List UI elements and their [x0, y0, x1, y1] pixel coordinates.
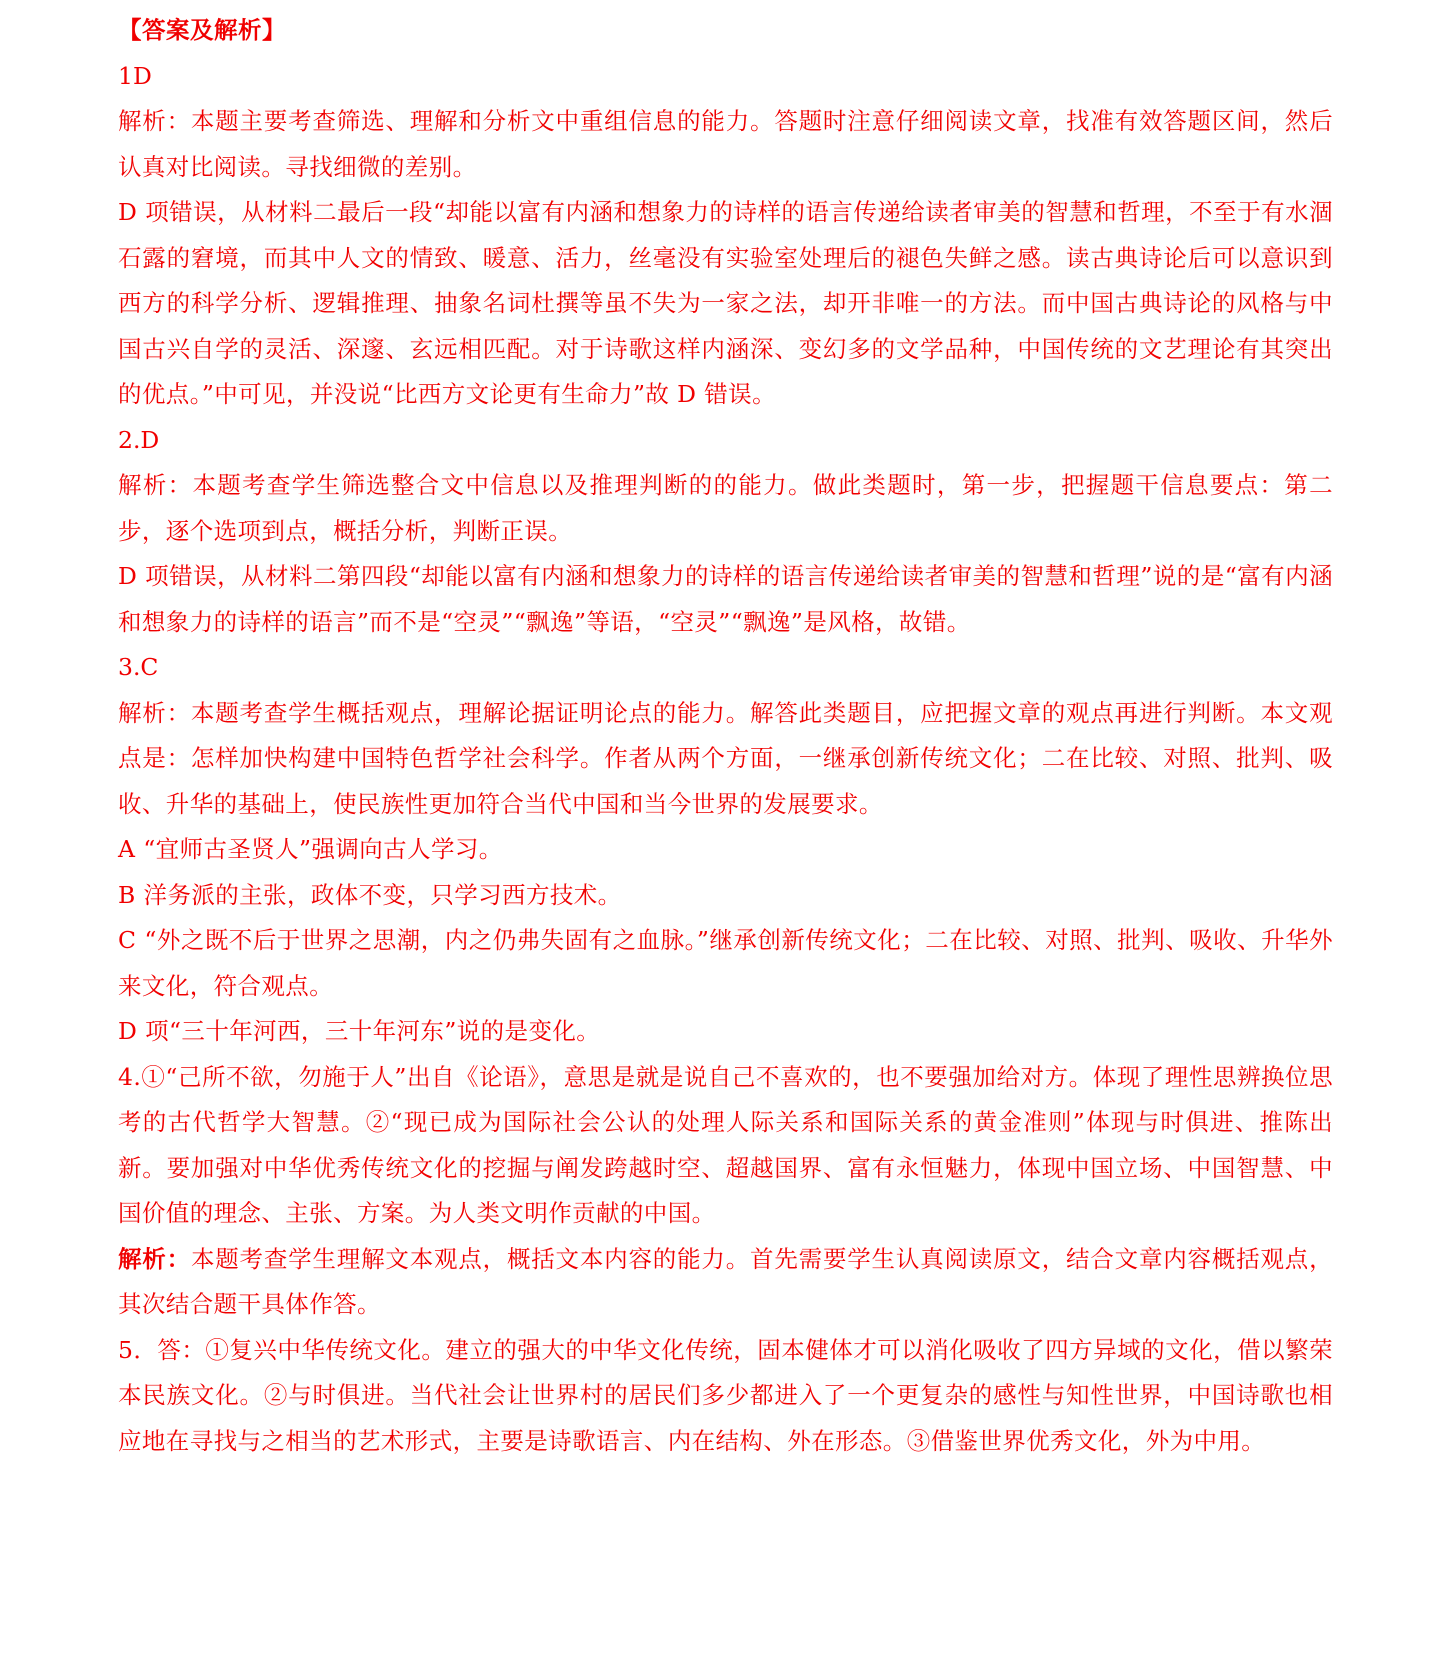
answer-document — [118, 8, 1333, 1464]
q4-analysis: 本题考查学生理解文本观点，概括文本内容的能力。首先需要学生认真阅读原文，结合文章内容概括观点，其次结合题干具体作答。 — [118, 1244, 1333, 1318]
q4-analysis-paragraph — [118, 1237, 1333, 1328]
q1-detail: D 项错误，从材料二最后一段“却能以富有内涵和想象力的诗样的语言传递给读者审美的智慧和哲理，不至于有水涸石露的窘境，而其中人文的情致、暖意、活力，丝毫没有实验室处理后的褪色失鲜之感。读古典诗论后可以意识到西方的科学分析、逻辑推理、抽象名词杜撰等虽不失为一家之法，却开非唯一的方法。而中国古典诗论的风格与中国古兴自学的灵活、深邃、玄远相匹配。对于诗歌这样内涵深、变幻多的文学品种，中国传统的文艺理论有其突出的优点。”中可见，并没说“比西方文论更有生命力”故 D 错误。 — [118, 198, 1333, 408]
q4-analysis-prefix: 解析： — [118, 1244, 191, 1273]
q2-analysis: 解析：本题考查学生筛选整合文中信息以及推理判断的的能力。做此类题时，第一步，把握题干信息要点：第二步，逐个选项到点，概括分析，判断正误。 — [118, 471, 1333, 545]
q3-answer: 3.C — [118, 653, 159, 681]
q3-option-d: D 项“三十年河西，三十年河东”说的是变化。 — [118, 1017, 601, 1045]
q2-detail: D 项错误，从材料二第四段“却能以富有内涵和想象力的诗样的语言传递给读者审美的智慧和哲理”说的是“富有内涵和想象力的诗样的语言”而不是“空灵”“飘逸”等语，“空灵”“飘逸”是风格，故错。 — [118, 562, 1333, 636]
q3-option-a: A “宜师古圣贤人”强调向古人学习。 — [118, 835, 503, 863]
q1-answer: 1D — [118, 61, 152, 90]
q3-analysis: 解析：本题考查学生概括观点，理解论据证明论点的能力。解答此类题目，应把握文章的观点再进行判断。本文观点是：怎样加快构建中国特色哲学社会科学。作者从两个方面，一继承创新传统文化；二在比较、对照、批判、吸收、升华的基础上，使民族性更加符合当代中国和当今世界的发展要求。 — [118, 698, 1333, 818]
q3-option-c: C “外之既不后于世界之思潮，内之仍弗失固有之血脉。”继承创新传统文化；二在比较、对照、批判、吸收、升华外来文化，符合观点。 — [118, 926, 1333, 1000]
q3-option-b: B 洋务派的主张，政体不变，只学习西方技术。 — [118, 880, 622, 909]
q5-answer: 5．答：①复兴中华传统文化。建立的强大的中华文化传统，固本健体才可以消化吸收了四方异域的文化，借以繁荣本民族文化。②与时俱进。当代社会让世界村的居民们多少都进入了一个更复杂的感性与知性世界，中国诗歌也相应地在寻找与之相当的艺术形式，主要是诗歌语言、内在结构、外在形态。③借鉴世界优秀文化，外为中用。 — [118, 1335, 1333, 1455]
q4-answer: 4.①“己所不欲，勿施于人”出自《论语》，意思是就是说自己不喜欢的，也不要强加给对方。体现了理性思辨换位思考的古代哲学大智慧。②“现已成为国际社会公认的处理人际关系和国际关系的黄金准则”体现与时俱进、推陈出新。要加强对中华优秀传统文化的挖掘与阐发跨越时空、超越国界、富有永恒魅力，体现中国立场、中国智慧、中国价值的理念、主张、方案。为人类文明作贡献的中国。 — [118, 1062, 1333, 1227]
q1-analysis: 解析：本题主要考查筛选、理解和分析文中重组信息的能力。答题时注意仔细阅读文章，找准有效答题区间，然后认真对比阅读。寻找细微的差别。 — [118, 107, 1333, 181]
q2-answer: 2.D — [118, 425, 160, 454]
section-header: 【答案及解析】 — [118, 16, 286, 44]
